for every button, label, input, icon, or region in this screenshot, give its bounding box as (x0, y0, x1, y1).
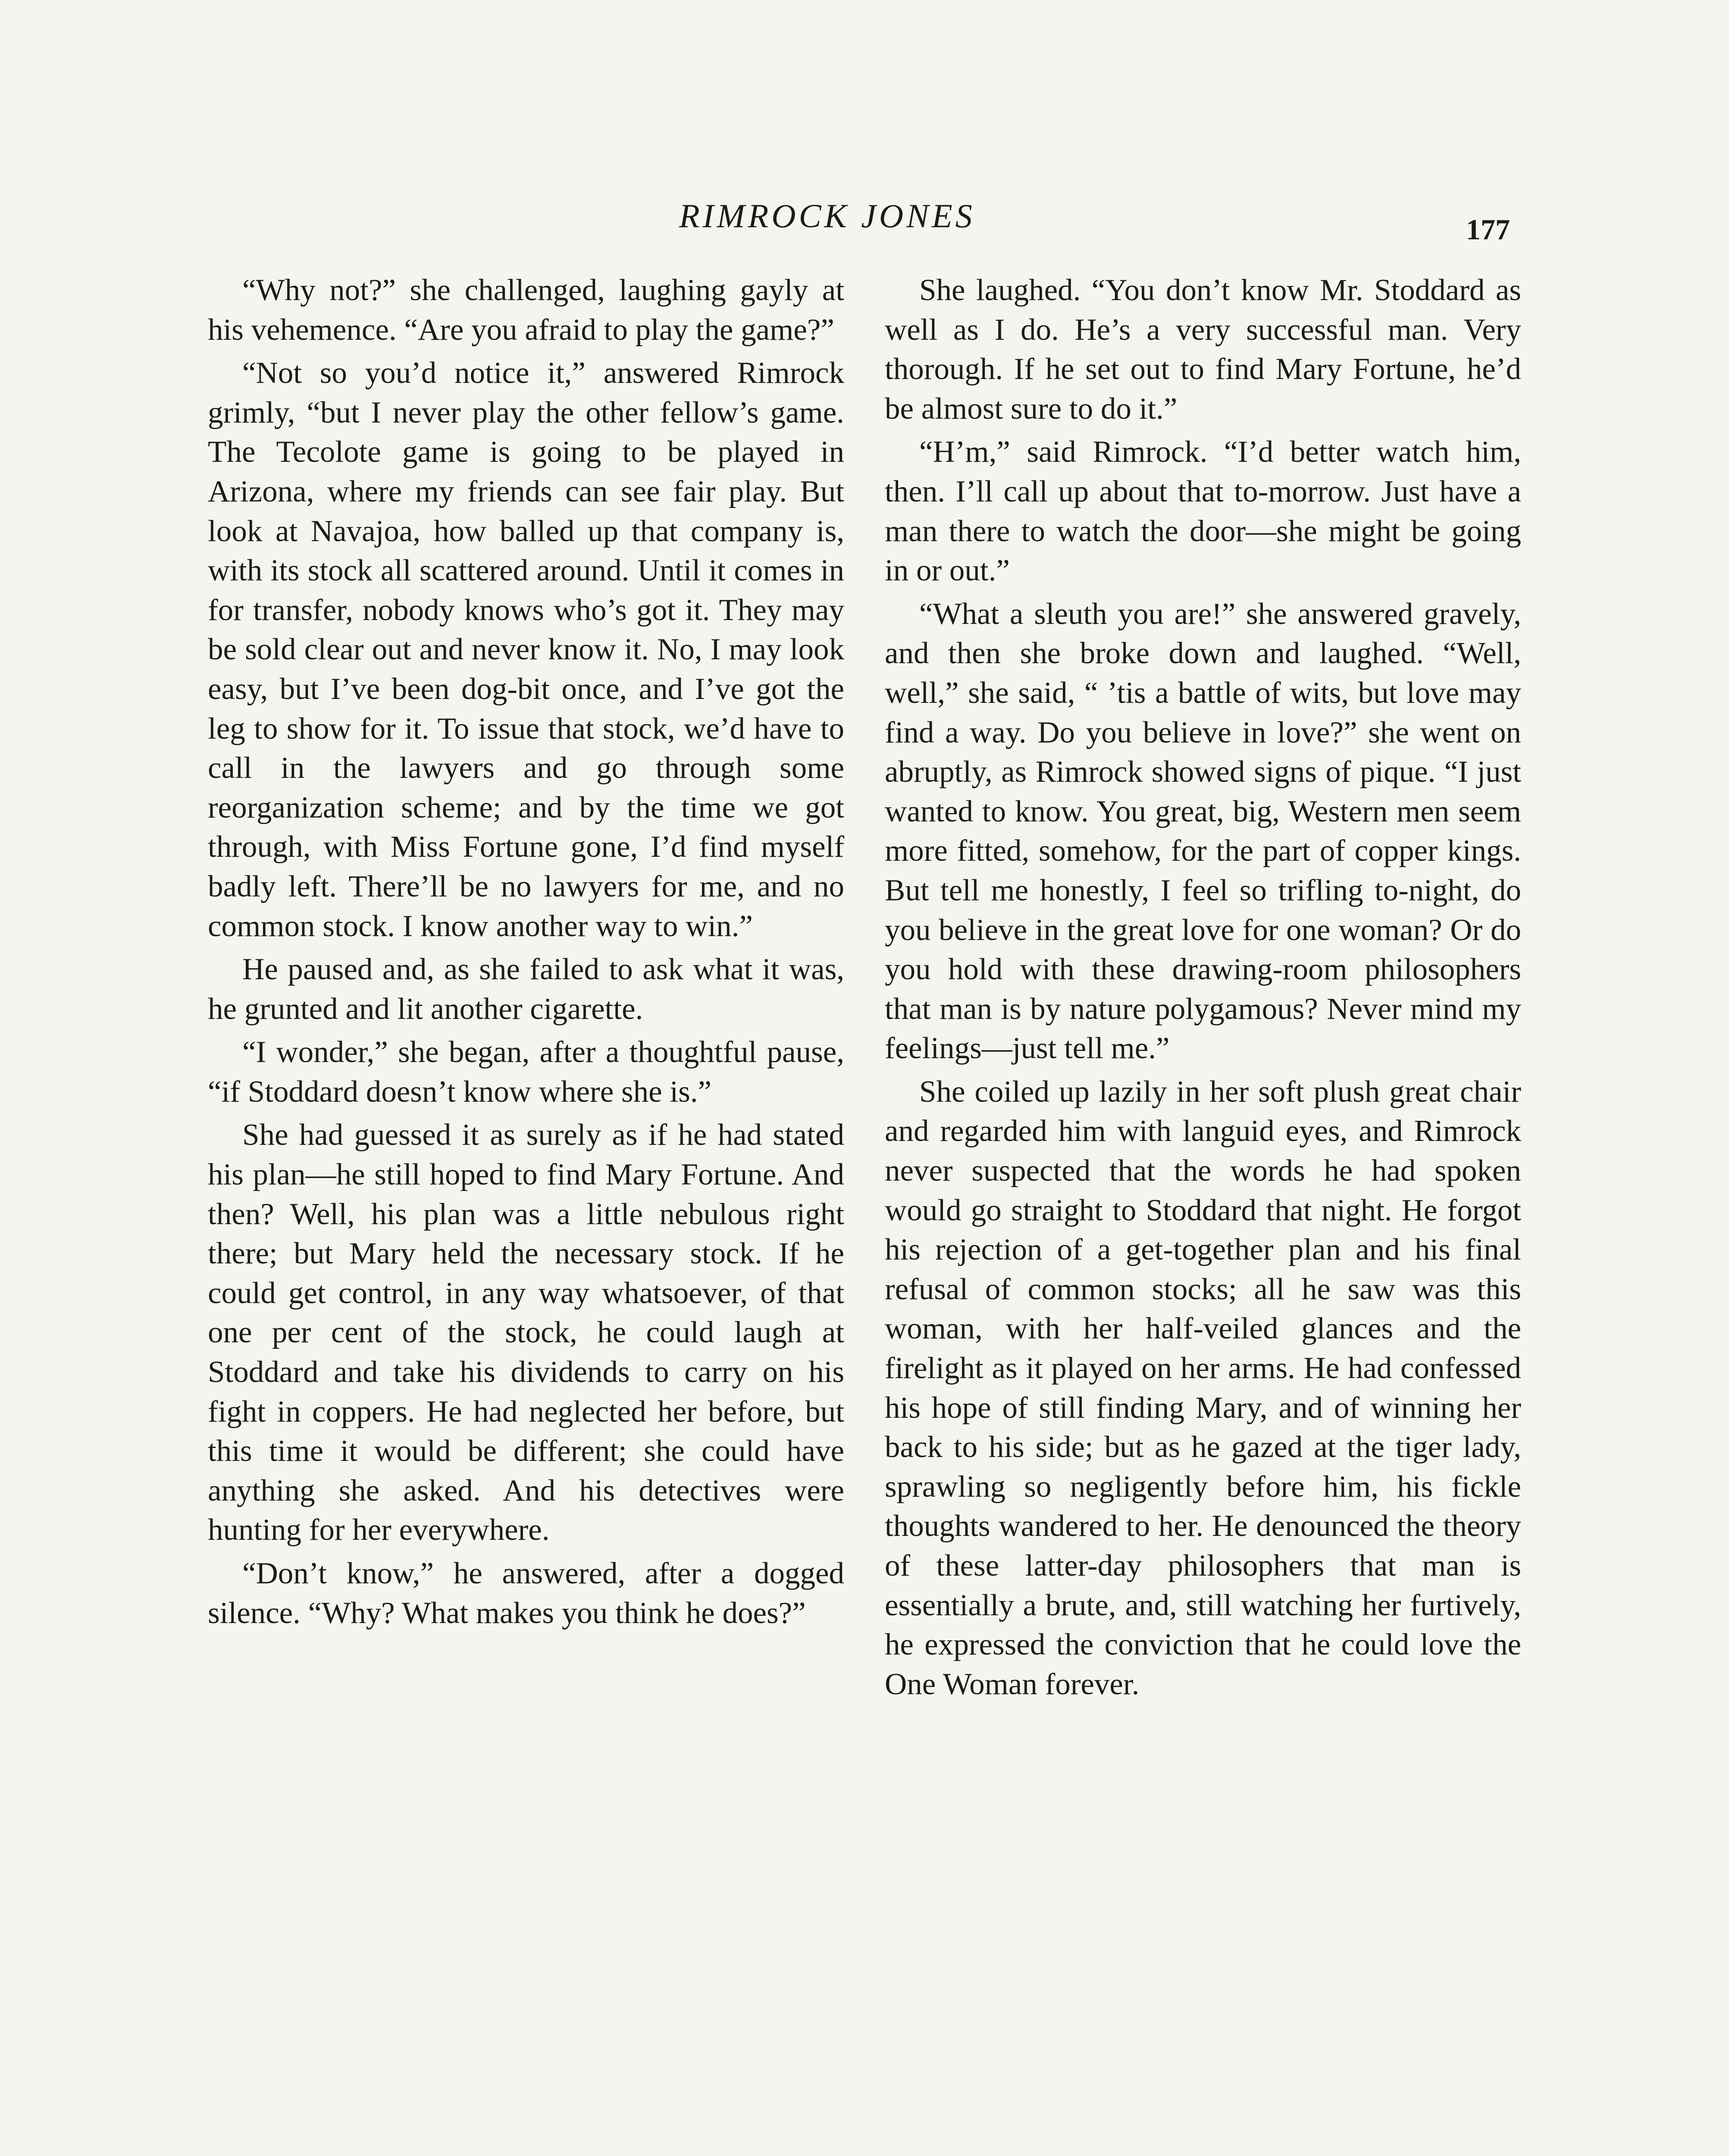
right-column (885, 271, 1521, 1708)
paragraph: She had guessed it as surely as if he had stated his plan—he still hoped to find Mary Fortune. And then? Well, his plan was a little nebulous right there; but Mary held the necessary stock. If he could get control, in any way whatsoever, of that one per cent of the stock, he could laugh at Stoddard and take his dividends to carry on his fight in coppers. He had neglected her before, but this time it would be different; she could have anything she asked. And his detectives were hunting for her everywhere. (208, 1118, 844, 1547)
left-column (208, 271, 844, 1637)
paragraph: “I wonder,” she began, after a thoughtful pause, “if Stoddard doesn’t know where she is.” (208, 1035, 844, 1109)
paragraph: She laughed. “You don’t know Mr. Stoddard as well as I do. He’s a very successful man. Very thorough. If he set out to find Mary Fortune, he’d be almost sure to do it.” (885, 273, 1521, 426)
paragraph: She coiled up lazily in her soft plush great chair and regarded him with languid eyes, and Rimrock never suspected that the words he had spoken would go straight to Stoddard that night. He forgot his rejection of a get-together plan and his final refusal of common stocks; all he saw was this woman, with her half-veiled glances and the firelight as it played on her arms. He had confessed his hope of still finding Mary, and of winning her back to his side; but as he gazed at the tiger lady, sprawling so negligently before him, his fickle thoughts wandered to her. He denounced the theory of these latter-day philosophers that man is essentially a brute, and, still watching her furtively, he expressed the conviction that he could love the One Woman forever. (885, 1075, 1521, 1701)
paragraph: “Don’t know,” he answered, after a dogged silence. “Why? What makes you think he does?” (208, 1557, 844, 1630)
paragraph: He paused and, as she failed to ask what it was, he grunted and lit another cigarette. (208, 953, 844, 1026)
paragraph: “What a sleuth you are!” she answered gravely, and then she broke down and laughed. “Well, well,” she said, “ ’tis a battle of wits, but love may find a way. Do you believe in love?” she went on abruptly, as Rimrock showed signs of pique. “I just wanted to know. You great, big, Western men seem more fitted, somehow, for the part of copper kings. But tell me honestly, I feel so trifling to-night, do you believe in the great love for one woman? Or do you hold with these drawing-room philosophers that man is by nature polygamous? Never mind my feelings—just tell me.” (885, 597, 1521, 1065)
page-number: 177 (1466, 213, 1510, 246)
paragraph: “Not so you’d notice it,” answered Rimrock grimly, “but I never play the other fellow’s game. The Tecolote game is going to be played in Arizona, where my friends can see fair play. But look at Navajoa, how balled up that company is, with its stock all scattered around. Until it comes in for transfer, nobody knows who’s got it. They may be sold clear out and never know it. No, I may look easy, but I’ve been dog-bit once, and I’ve got the leg to show for it. To issue that stock, we’d have to call in the lawyers and go through some reorganization scheme; and by the time we got through, with Miss Fortune gone, I’d find myself badly left. There’ll be no lawyers for me, and no common stock. I know another way to win.” (208, 356, 844, 943)
paragraph: “H’m,” said Rimrock. “I’d better watch him, then. I’ll call up about that to-morrow. Just have a man there to watch the door—she might be going in or out.” (885, 435, 1521, 588)
paragraph: “Why not?” she challenged, laughing gayly at his vehemence. “Are you afraid to play the game?” (208, 273, 844, 347)
running-title: RIMROCK JONES (679, 197, 975, 235)
